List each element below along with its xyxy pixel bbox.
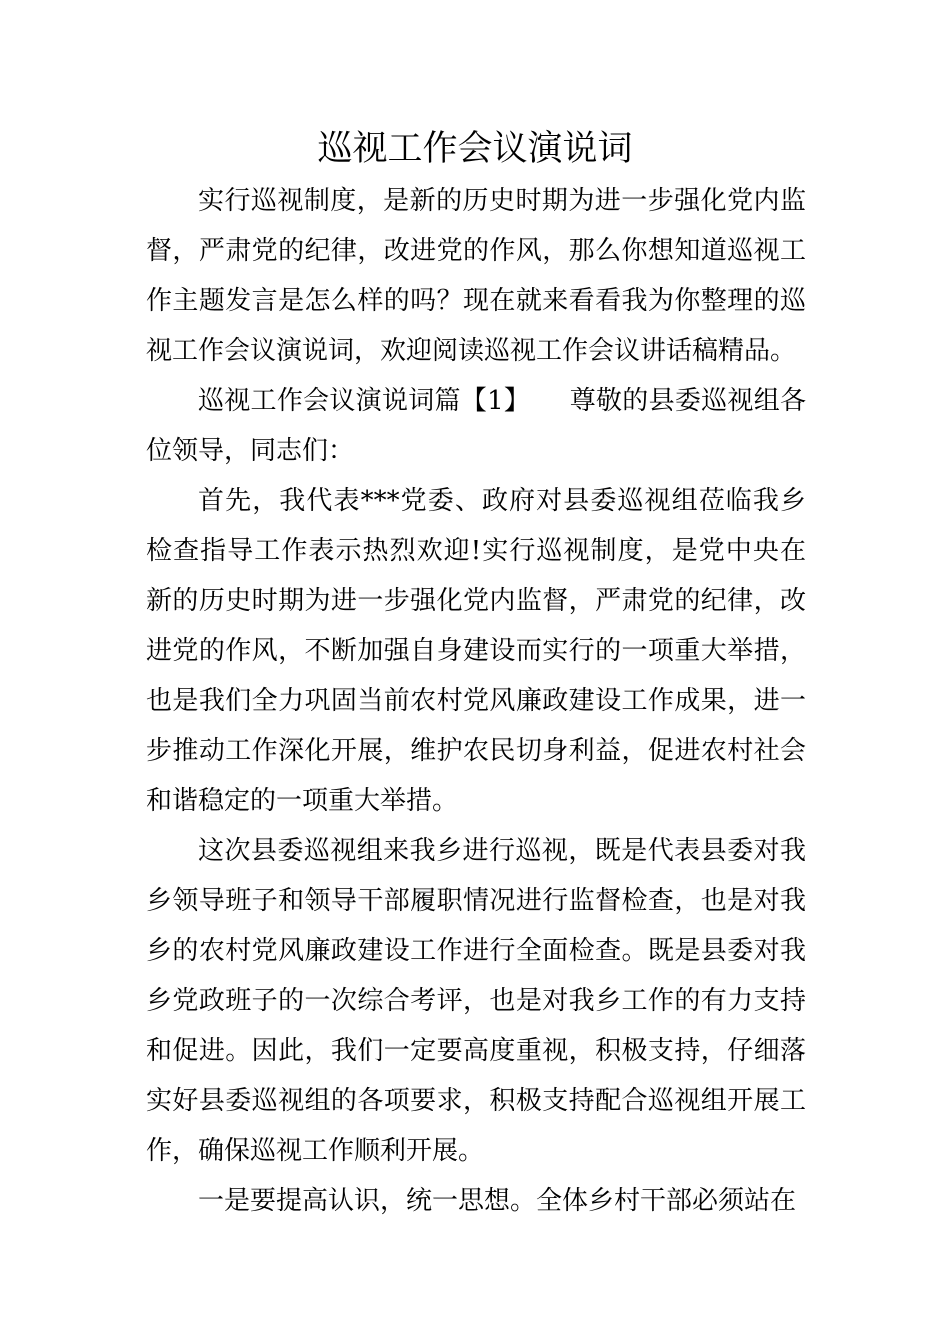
paragraph: 实行巡视制度，是新的历史时期为进一步强化党内监督，严肃党的纪律，改进党的作风，那么你想知道巡视工作主题发言是怎么样的吗？现在就来看看我为你整理的巡视工作会议演说词，欢迎阅读巡视工作会议讲话稿精品。 bbox=[146, 186, 806, 366]
document-title: 巡视工作会议演说词 bbox=[317, 129, 633, 169]
paragraph: 巡视工作会议演说词篇【1】 尊敬的县委巡视组各位领导，同志们： bbox=[146, 386, 806, 466]
paragraph: 这次县委巡视组来我乡进行巡视，既是代表县委对我乡领导班子和领导干部履职情况进行监督检查，也是对我乡的农村党风廉政建设工作进行全面检查。既是县委对我乡党政班子的一次综合考评，也是对我乡工作的有力支持和促进。因此，我们一定要高度重视，积极支持，仔细落实好县委巡视组的各项要求，积极支持配合巡视组开展工作，确保巡视工作顺利开展。 bbox=[146, 836, 806, 1166]
paragraph: 一是要提高认识，统一思想。全体乡村干部必须站在 bbox=[198, 1186, 797, 1216]
document-body bbox=[146, 176, 806, 1226]
paragraph: 首先，我代表***党委、政府对县委巡视组莅临我乡检查指导工作表示热烈欢迎!实行巡视制度，是党中央在新的历史时期为进一步强化党内监督，严肃党的纪律，改进党的作风，不断加强自身建设而实行的一项重大举措，也是我们全力巩固当前农村党风廉政建设工作成果，进一步推动工作深化开展，维护农民切身利益，促进农村社会和谐稳定的一项重大举措。 bbox=[146, 486, 806, 816]
